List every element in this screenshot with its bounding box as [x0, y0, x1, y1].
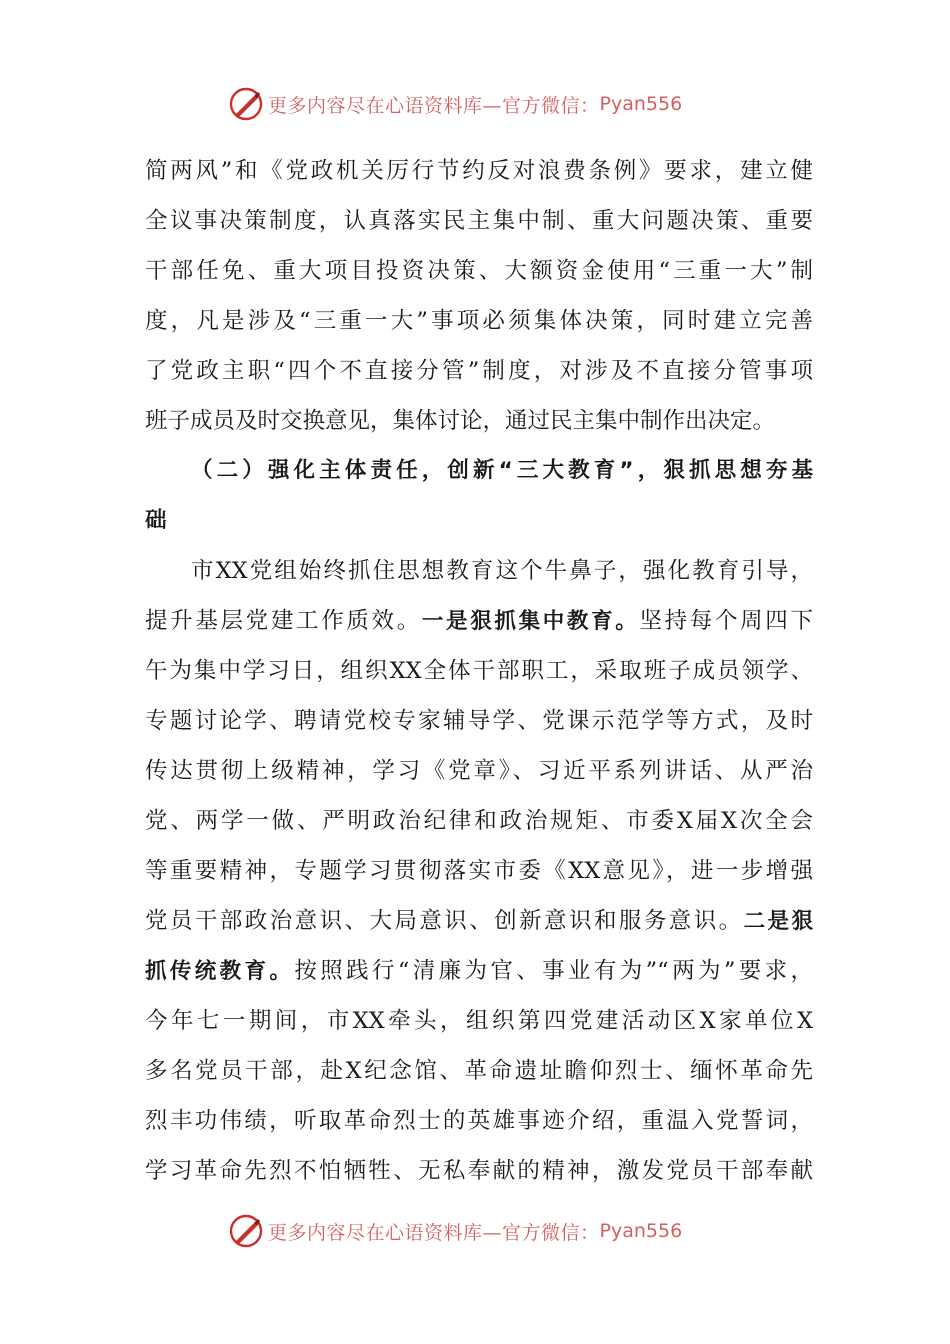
text-line: 市XX党组始终抓住思想教育这个牛鼻子，强化教育引导， — [191, 558, 813, 584]
banner-wechat-id: Pyan556 — [599, 93, 683, 115]
text-line: 党、两学一做、严明政治纪律和政治规矩、市委X届X次全会 — [145, 808, 813, 834]
text-line: 党员干部政治意识、大局意识、创新意识和服务意识。二是狠 — [145, 908, 813, 934]
text-line: 提升基层党建工作质效。一是狠抓集中教育。坚持每个周四下 — [145, 608, 813, 634]
footer-watermark-banner — [228, 1211, 748, 1251]
text-line: 抓传统教育。按照践行“清廉为官、事业有为”“两为”要求， — [145, 958, 813, 984]
text-line: 了党政主职“四个不直接分管”制度，对涉及不直接分管事项 — [145, 358, 813, 384]
pen-logo-icon — [228, 86, 264, 122]
banner-text: 更多内容尽在心语资料库—官方微信： — [268, 1221, 600, 1244]
text-line: 简两风”和《党政机关厉行节约反对浪费条例》要求，建立健 — [145, 158, 813, 184]
text-line: 学习革命先烈不怕牺牲、无私奉献的精神，激发党员干部奉献 — [145, 1158, 813, 1184]
emphasis-label: 抓传统教育。 — [145, 959, 295, 984]
banner-text: 更多内容尽在心语资料库—官方微信： — [268, 94, 600, 117]
emphasis-label: 一是狠抓集中教育。 — [421, 609, 640, 634]
text-line: 干部任免、重大项目投资决策、大额资金使用“三重一大”制 — [145, 258, 813, 284]
section-heading: （二）强化主体责任，创新“三大教育”，狠抓思想夯基 — [191, 458, 813, 483]
text-line: 度，凡是涉及“三重一大”事项必须集体决策，同时建立完善 — [145, 308, 813, 334]
text-line: 等重要精神，专题学习贯彻落实市委《XX意见》，进一步增强 — [145, 858, 813, 884]
section-heading-continued: 础 — [145, 508, 167, 533]
text-line: 班子成员及时交换意见，集体讨论，通过民主集中制作出决定。 — [145, 408, 776, 434]
text-line: 传达贯彻上级精神，学习《党章》、习近平系列讲话、从严治 — [145, 758, 813, 784]
text-line: 烈丰功伟绩，听取革命烈士的英雄事迹介绍，重温入党誓词， — [145, 1108, 813, 1134]
text-line: 全议事决策制度，认真落实民主集中制、重大问题决策、重要 — [145, 208, 813, 234]
header-watermark-banner — [228, 84, 748, 124]
banner-wechat-id: Pyan556 — [599, 1220, 683, 1242]
text-line: 午为集中学习日，组织XX全体干部职工，采取班子成员领学、 — [145, 658, 813, 684]
pen-logo-icon — [228, 1213, 264, 1249]
text-line: 今年七一期间，市XX牵头，组织第四党建活动区X家单位X — [145, 1008, 813, 1034]
emphasis-label: 二是狠 — [743, 909, 813, 934]
document-body — [145, 148, 813, 1198]
text-line: 专题讨论学、聘请党校专家辅导学、党课示范学等方式，及时 — [145, 708, 813, 734]
text-line: 多名党员干部，赴X纪念馆、革命遗址瞻仰烈士、缅怀革命先 — [145, 1058, 813, 1084]
